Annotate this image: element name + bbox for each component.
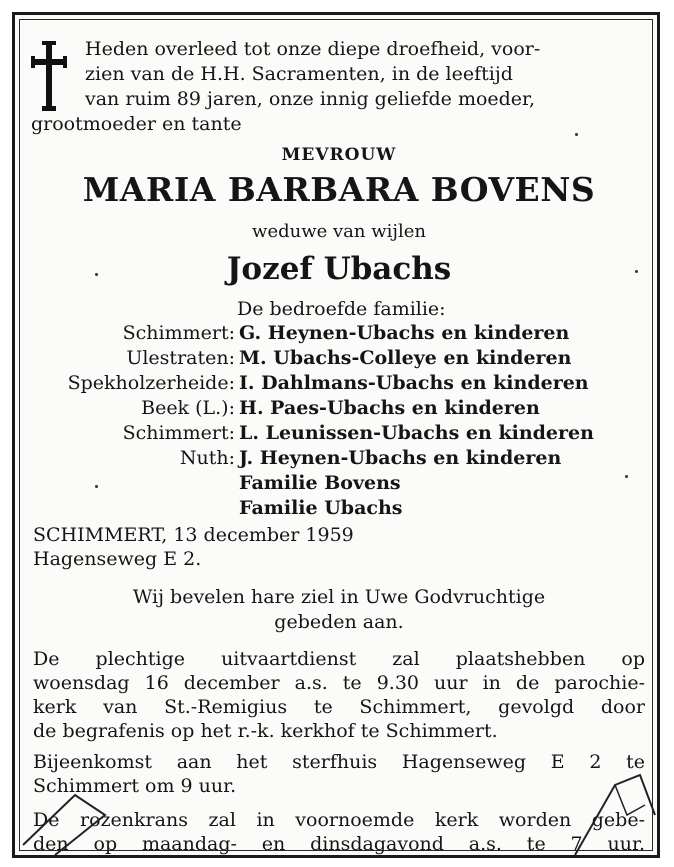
family-place: Nuth:: [179, 447, 235, 469]
family-extra: Familie Ubachs: [239, 497, 403, 519]
gathering-line: Bijeenkomst aan het sterfhuis Hagenseweg E 2 te: [33, 751, 645, 773]
cross-icon: [31, 41, 67, 111]
family-row: [15, 446, 660, 471]
service-line: woensdag 16 december a.s. te 9.30 uur in de parochie-: [33, 672, 645, 694]
husband-name: Jozef Ubachs: [226, 251, 452, 287]
family-name: G. Heynen-Ubachs en kinderen: [239, 322, 570, 344]
rosary-line: den op maandag- en dinsdagavond a.s. te 7 uur.: [33, 833, 645, 855]
prayer: [15, 585, 660, 635]
family-place: Schimmert:: [122, 422, 235, 444]
family-name: I. Dahlmans-Ubachs en kinderen: [239, 372, 589, 394]
rosary-line: De rozenkrans zal in voornoemde kerk worden gebe-: [33, 809, 645, 831]
place-date: SCHIMMERT, 13 december 1959: [33, 524, 354, 546]
family-row: [15, 496, 660, 521]
family-row: [15, 421, 660, 446]
family-place: Beek (L.):: [141, 397, 235, 419]
deceased-name: MARIA BARBARA BOVENS: [82, 170, 596, 209]
speck: [625, 475, 628, 478]
family-extra: Familie Bovens: [239, 472, 401, 494]
service-line: De plechtige uitvaartdienst zal plaatshebben op: [33, 648, 645, 670]
service-line: kerk van St.-Remigius te Schimmert, gevolgd door: [33, 696, 645, 718]
family-row: [15, 321, 660, 346]
family-title: De bedroefde familie:: [237, 298, 446, 320]
family-name: M. Ubachs-Colleye en kinderen: [239, 347, 572, 369]
intro-line: van ruim 89 jaren, onze innig geliefde moeder,: [85, 88, 536, 110]
gathering-line: Schimmert om 9 uur.: [33, 775, 237, 797]
intro-line: zien van de H.H. Sacramenten, in de leeftijd: [85, 63, 513, 85]
family-name: J. Heynen-Ubachs en kinderen: [239, 447, 562, 469]
family-row: [15, 371, 660, 396]
family-row: [15, 396, 660, 421]
address: Hagenseweg E 2.: [33, 548, 202, 570]
family-place: Schimmert:: [122, 322, 235, 344]
speck: [95, 273, 98, 276]
intro-line: grootmoeder en tante: [31, 113, 242, 135]
service-paragraph: [33, 647, 645, 743]
death-notice: [12, 12, 660, 858]
prayer-line: gebeden aan.: [274, 611, 404, 633]
family-name: H. Paes-Ubachs en kinderen: [239, 397, 540, 419]
family-row: [15, 346, 660, 371]
widow-of-label: weduwe van wijlen: [252, 221, 426, 242]
dateline: [33, 523, 354, 571]
intro-text: [31, 37, 651, 137]
speck: [95, 485, 98, 488]
honorific: MEVROUW: [281, 145, 397, 165]
family-place: Ulestraten:: [126, 347, 235, 369]
intro-block: [31, 37, 651, 137]
intro-line: Heden overleed tot onze diepe droefheid, voor-: [85, 38, 541, 60]
family-place: Spekholzerheide:: [67, 372, 235, 394]
speck: [635, 270, 638, 273]
gathering-paragraph: [33, 750, 645, 798]
family-name: L. Leunissen-Ubachs en kinderen: [239, 422, 594, 444]
speck: [575, 133, 578, 136]
family-list: [15, 321, 660, 521]
prayer-line: Wij bevelen hare ziel in Uwe Godvruchtige: [132, 586, 546, 608]
family-row: [15, 471, 660, 496]
service-line: de begrafenis op het r.-k. kerkhof te Schimmert.: [33, 720, 498, 742]
rosary-paragraph: [33, 808, 645, 856]
